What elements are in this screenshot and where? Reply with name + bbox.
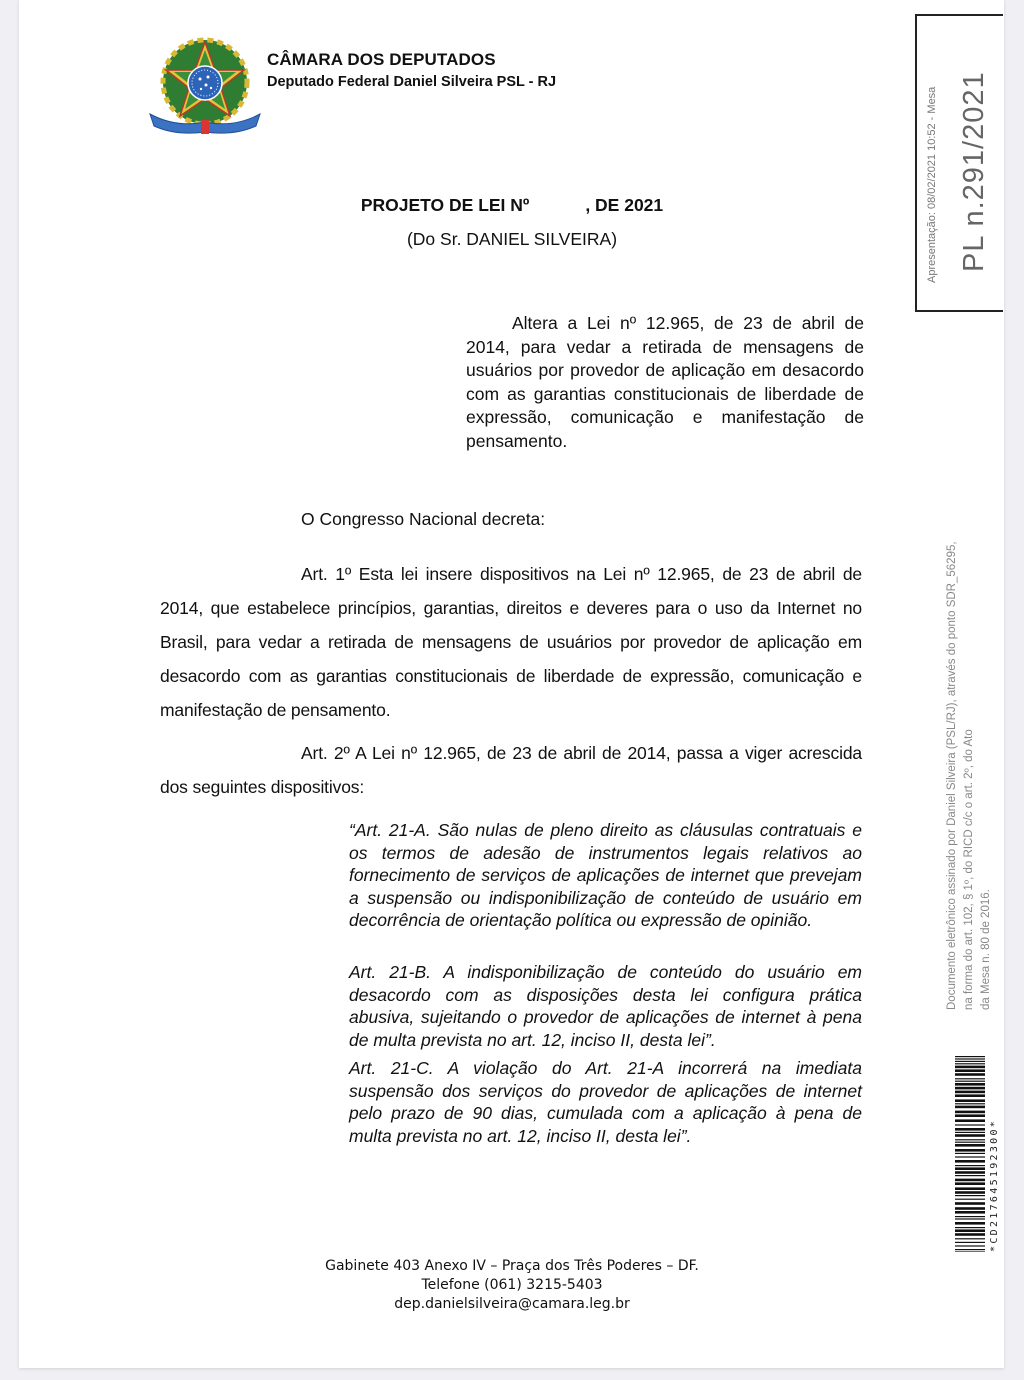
barcode-bar <box>955 1087 985 1090</box>
barcode-bar <box>955 1103 985 1104</box>
article-1: Art. 1º Esta lei insere dispositivos na Lei nº 12.965, de 23 de abril de 2014, que estabelece princípios, garantias, direitos e deveres para o uso da Internet no Brasil, para vedar a retirada de mensagens de usuários por provedor de aplicação em desacordo com as garantias constitucionais de liberdade de expressão, comunicação e manifestação de pensamento. <box>160 564 862 720</box>
barcode-bar <box>955 1195 985 1196</box>
barcode-bar <box>955 1242 985 1243</box>
barcode <box>955 1056 985 1252</box>
barcode-bar <box>955 1094 985 1097</box>
barcode-bar <box>955 1218 985 1219</box>
footer-email: dep.danielsilveira@camara.leg.br <box>394 1296 630 1312</box>
barcode-bar <box>955 1187 985 1190</box>
barcode-text: *CD217645192300* <box>989 1118 1000 1252</box>
barcode-bar <box>955 1091 985 1094</box>
barcode-bar <box>955 1199 985 1200</box>
barcode-bar <box>955 1249 985 1250</box>
barcode-bar <box>955 1144 985 1147</box>
barcode-bar <box>955 1056 985 1057</box>
article-21a: “Art. 21-A. São nulas de pleno direito as cláusulas contratuais e os termos de adesão de instrumentos legais relativos ao fornecimento de serviços de aplicações de internet que prevejam a suspensão ou indisponibilização de conteúdo de usuário em decorrência de orientação política ou expressão de opinião. <box>349 820 862 930</box>
signature-line: na forma do art. 102, § 1º, do RICD c/c o art. 2º, do Ato <box>963 729 975 1010</box>
barcode-bar <box>955 1139 985 1140</box>
barcode-bar <box>955 1083 985 1086</box>
barcode-bar <box>955 1165 985 1166</box>
barcode-bar <box>955 1134 985 1137</box>
article-21c: Art. 21-C. A violação do Art. 21-A incorrerá na imediata suspensão dos serviços do provedor de aplicações de internet pelo prazo de 90 dias, cumulada com a aplicação à pena de multa prevista no art. 12, inciso II, desta lei”. <box>349 1058 862 1146</box>
barcode-bar <box>955 1171 985 1174</box>
signature-line: Documento eletrônico assinado por Daniel Silveira (PSL/RJ), através do ponto SDR_56295, <box>946 541 958 1010</box>
footer-address: Gabinete 403 Anexo IV – Praça dos Três Poderes – DF. <box>325 1258 699 1274</box>
barcode-bar <box>955 1229 985 1232</box>
barcode-bar <box>955 1207 985 1210</box>
ementa: Altera a Lei nº 12.965, de 23 de abril de 2014, para vedar a retirada de mensagens de usuários por provedor de aplicação em desacordo com as garantias constitucionais de liberdade de expressão, comunicação e manifestação de pensamento. <box>466 313 864 451</box>
barcode-bar <box>955 1066 985 1069</box>
barcode-bar <box>955 1106 985 1109</box>
presentation-date: Apresentação: 08/02/2021 10:52 - Mesa <box>926 86 938 283</box>
barcode-bar <box>955 1058 985 1059</box>
barcode-bar <box>955 1202 985 1205</box>
barcode-bar <box>955 1142 985 1143</box>
barcode-bar <box>955 1191 985 1194</box>
enacting-clause: O Congresso Nacional decreta: <box>301 509 546 529</box>
barcode-bar <box>955 1182 985 1185</box>
barcode-bar <box>955 1061 985 1062</box>
signature-line: da Mesa n. 80 de 2016. <box>980 889 992 1010</box>
barcode-bar <box>955 1222 985 1225</box>
bill-title <box>0 195 1024 216</box>
barcode-bar <box>955 1132 985 1133</box>
article-2: Art. 2º A Lei nº 12.965, de 23 de abril de 2014, passa a viger acrescida dos seguintes dispositivos: <box>160 743 862 797</box>
footer-phone: Telefone (061) 3215-5403 <box>421 1277 603 1293</box>
bill-title-prefix: PROJETO DE LEI Nº <box>360 195 530 215</box>
barcode-bar <box>955 1128 985 1131</box>
barcode-bar <box>955 1179 985 1182</box>
brazil-coat-of-arms-icon <box>146 36 264 140</box>
barcode-bar <box>955 1069 985 1072</box>
barcode-bar <box>955 1160 985 1163</box>
org-name: CÂMARA DOS DEPUTADOS <box>267 50 496 69</box>
barcode-bar <box>955 1167 985 1170</box>
bill-number: PL n.291/2021 <box>958 71 990 272</box>
barcode-bar <box>955 1073 985 1076</box>
barcode-bar <box>955 1245 985 1246</box>
barcode-bar <box>955 1099 985 1102</box>
barcode-bar <box>955 1238 985 1239</box>
bill-author: (Do Sr. DANIEL SILVEIRA) <box>406 229 618 249</box>
deputy-name: Deputado Federal Daniel Silveira PSL - RJ <box>267 74 557 90</box>
barcode-bar <box>955 1233 985 1236</box>
barcode-bar <box>955 1063 985 1064</box>
barcode-bar <box>955 1081 985 1082</box>
barcode-bar <box>955 1114 985 1117</box>
bill-title-suffix: , DE 2021 <box>585 195 664 215</box>
barcode-bar <box>955 1124 985 1125</box>
barcode-bar <box>955 1251 985 1252</box>
barcode-bar <box>955 1153 985 1154</box>
barcode-bar <box>955 1111 985 1114</box>
barcode-bar <box>955 1227 985 1228</box>
barcode-bar <box>955 1119 985 1122</box>
barcode-bar <box>955 1078 985 1079</box>
barcode-bar <box>955 1211 985 1214</box>
barcode-bar <box>955 1156 985 1157</box>
article-21b: Art. 21-B. A indisponibilização de conteúdo do usuário em desacordo com as disposições desta lei configura prática abusiva, sujeitando o provedor de aplicações de internet à pena de multa prevista no art. 12, inciso II, desta lei”. <box>349 962 862 1050</box>
barcode-bar <box>955 1149 985 1152</box>
barcode-bar <box>955 1175 985 1176</box>
barcode-bar <box>955 1216 985 1217</box>
